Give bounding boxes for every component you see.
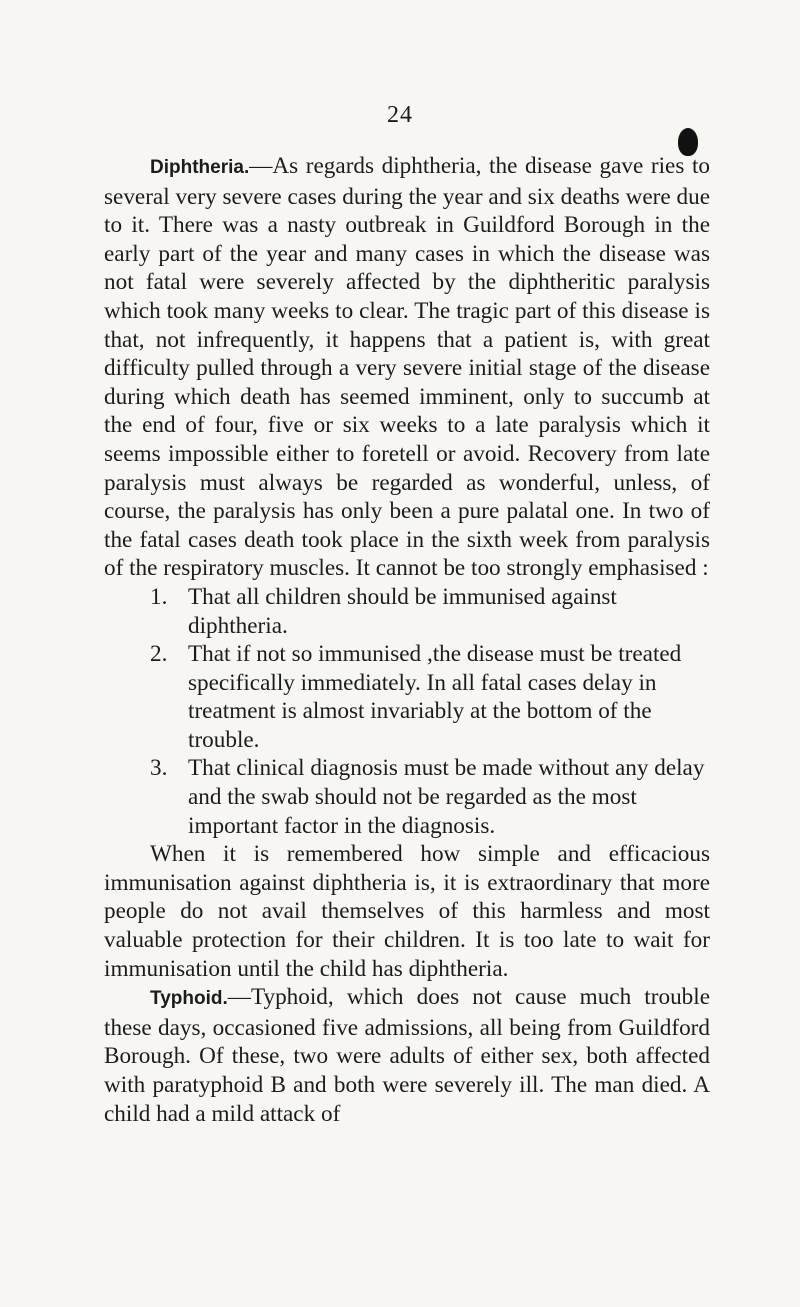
list-item-number: 1. <box>150 583 168 610</box>
list-item <box>104 640 710 754</box>
diphtheria-heading: Diphtheria. <box>150 157 250 178</box>
emphasis-list <box>104 583 710 840</box>
typhoid-paragraph <box>104 983 710 1128</box>
typhoid-body: Typhoid, which does not cause much trouble these days, occasioned five admissions, all being from Guildford Borough. Of these, two were adults of either sex, both affected with paratyphoid B and both were severely ill. The man died. A child had a mild attack of <box>104 984 710 1127</box>
document-body <box>104 152 710 1128</box>
list-item-text: That all children should be immunised against diphtheria. <box>188 583 617 639</box>
diphtheria-body: As regards diphtheria, the disease gave ries to several very severe cases during the year and six deaths were due to it. There was a nasty outbreak in Guildford Borough in the early part of the year and many cases in which the disease was not fatal were severely affected by the diphtheritic paralysis which took many weeks to clear. The tragic part of this disease is that, not infrequently, it happens that a patient is, with great difficulty pulled through a very severe initial stage of the disease during which death has seemed imminent, only to succumb at the end of four, five or six weeks to a late paralysis which it seems impossible either to foretell or avoid. Recovery from late paralysis must always be regarded as wonderful, unless, of course, the paralysis has only been a pure palatal one. In two of the fatal cases death took place in the sixth week from paralysis of the respiratory muscles. It cannot be too strongly emphasised : <box>104 153 710 582</box>
list-item-number: 3. <box>150 755 168 782</box>
diphtheria-paragraph <box>104 152 710 583</box>
diphtheria-dash: — <box>249 153 273 179</box>
list-item <box>104 754 710 840</box>
list-item-text: That if not so immunised ,the disease must be treated specifically immediately. In all fatal cases delay in treatment is almost invariably at the bottom of the trouble. <box>188 641 682 753</box>
immunisation-paragraph: When it is remembered how simple and efficacious immunisation against diphtheria is, it is extraordinary that more people do not avail themselves of this harmless and most valuable protection for their children. It is too late to wait for immunisation until the child has diphtheria. <box>104 841 710 982</box>
page-number: 24 <box>387 102 413 128</box>
typhoid-dash: — <box>227 984 251 1011</box>
list-item-number: 2. <box>150 641 168 668</box>
typhoid-heading: Typhoid. <box>150 988 228 1010</box>
list-item-text: That clinical diagnosis must be made without any delay and the swab should not be regarded as the most important factor in the diagnosis. <box>188 755 705 839</box>
list-item <box>104 583 710 640</box>
